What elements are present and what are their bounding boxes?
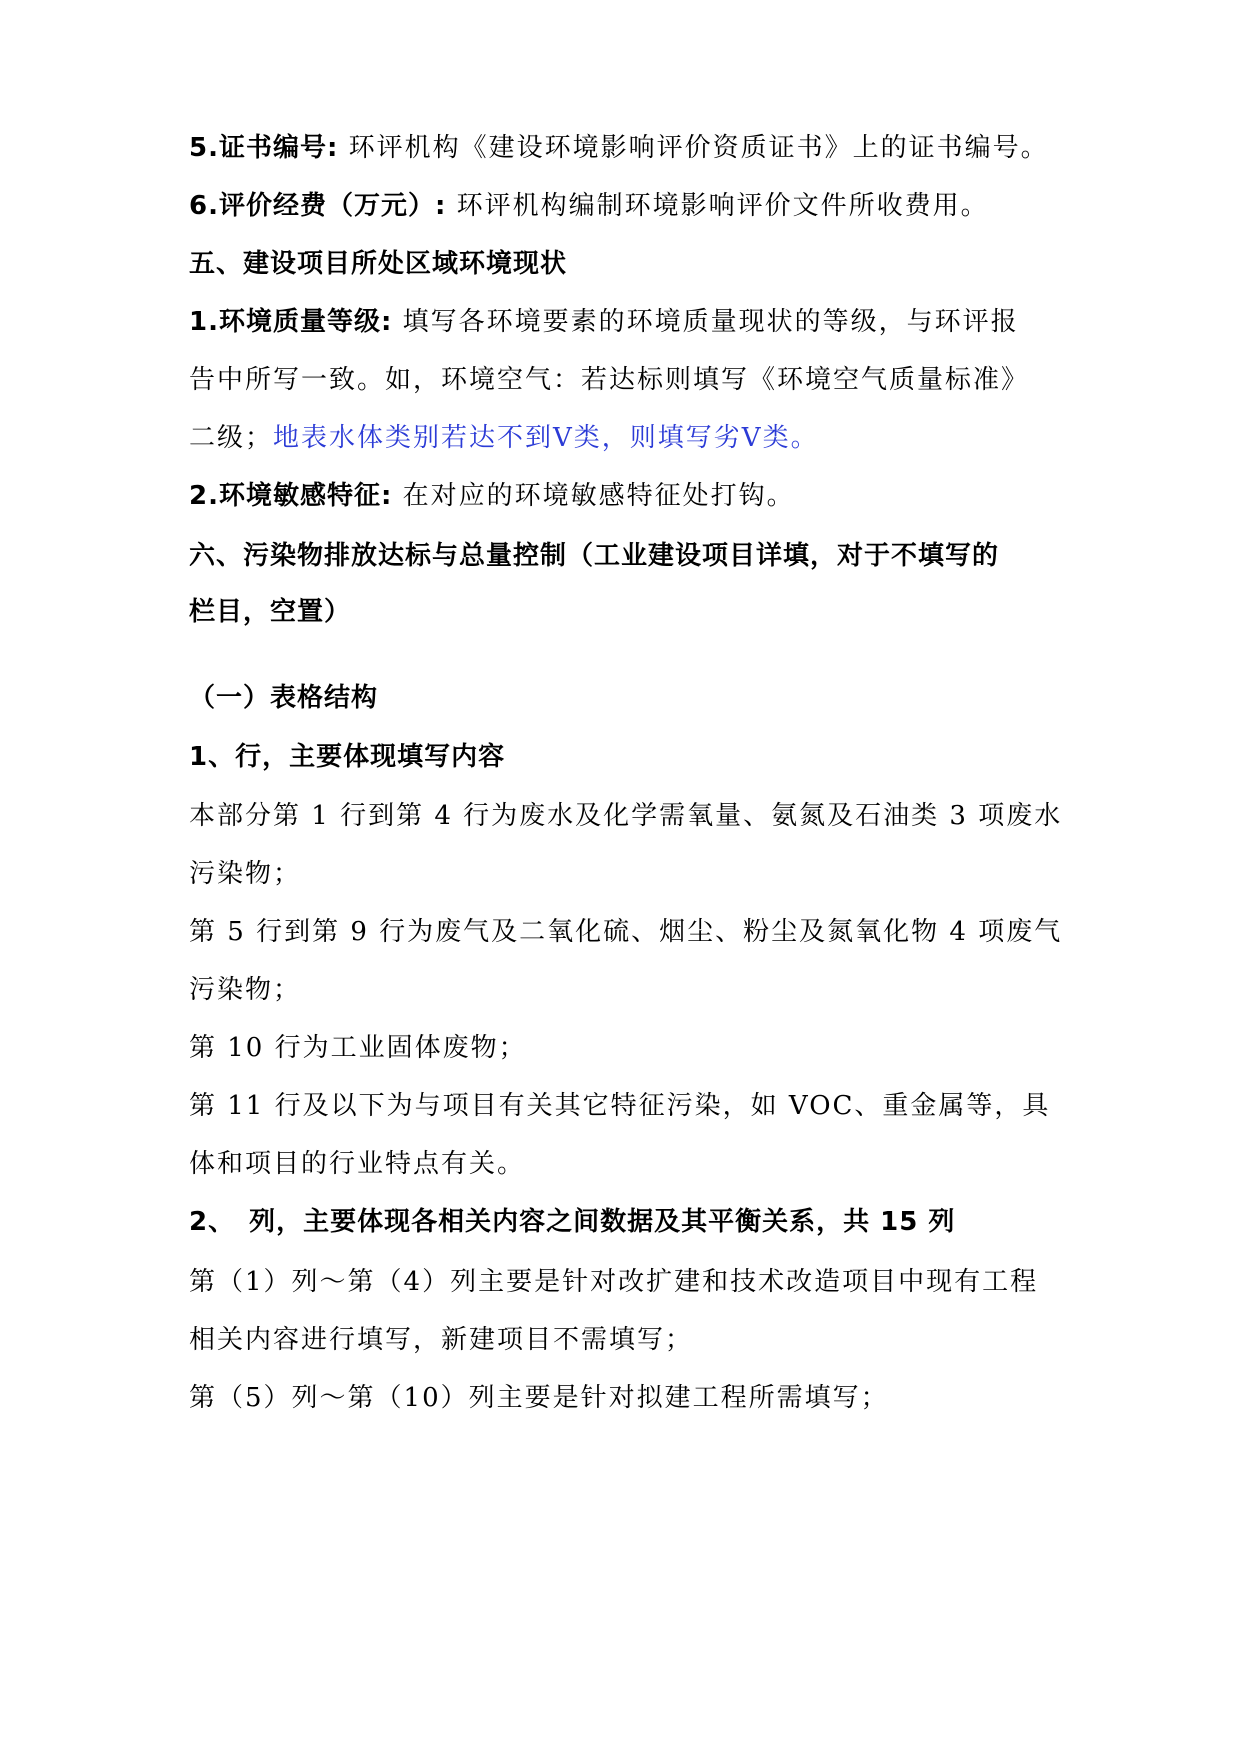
paragraph-line: 体和项目的行业特点有关。 bbox=[189, 1149, 526, 1179]
highlight-text: 地表水体类别若达不到Ⅴ类，则填写劣Ⅴ类。 bbox=[273, 423, 819, 453]
section-heading-6: 六、污染物排放达标与总量控制（工业建设项目详填，对于不填写的 bbox=[189, 541, 1000, 571]
item-text: 环评机构编制环境影响评价文件所收费用。 bbox=[456, 191, 989, 221]
paragraph-line: 本部分第 1 行到第 4 行为废水及化学需氧量、氨氮及石油类 3 项废水 bbox=[189, 801, 1063, 831]
item-text: 在对应的环境敏感特征处打钩。 bbox=[402, 481, 795, 511]
subsection-heading: （一）表格结构 bbox=[189, 683, 379, 713]
item-sensitivity bbox=[189, 478, 795, 514]
paragraph-line: 污染物； bbox=[189, 859, 302, 889]
paragraph-line: 第 5 行到第 9 行为废气及二氧化硫、烟尘、粉尘及氮氧化物 4 项废气 bbox=[189, 917, 1063, 947]
subsection-heading: 1、行，主要体现填写内容 bbox=[189, 742, 506, 772]
subsection-heading: 2、 列，主要体现各相关内容之间数据及其平衡关系，共 15 列 bbox=[189, 1207, 956, 1237]
paragraph-line: 第 11 行及以下为与项目有关其它特征污染，如 VOC、重金属等，具 bbox=[189, 1091, 1051, 1121]
item-environment-quality bbox=[189, 304, 1019, 340]
paragraph-line: 第 10 行为工业固体废物； bbox=[189, 1033, 527, 1063]
paragraph-line: 污染物； bbox=[189, 975, 302, 1005]
item-heading: 5.证书编号: bbox=[189, 133, 339, 163]
paragraph-line bbox=[189, 420, 819, 456]
paragraph-line: 第（5）列～第（10）列主要是针对拟建工程所需填写； bbox=[189, 1383, 889, 1413]
item-text: 填写各环境要素的环境质量现状的等级，与环评报 bbox=[402, 307, 1019, 337]
item-cert-number bbox=[189, 130, 1049, 166]
item-evaluation-fee bbox=[189, 188, 989, 224]
paragraph-line: 告中所写一致。如，环境空气：若达标则填写《环境空气质量标准》 bbox=[189, 365, 1030, 395]
section-heading-6-cont: 栏目，空置） bbox=[189, 597, 352, 627]
item-text: 二级； bbox=[189, 423, 274, 453]
item-text: 环评机构《建设环境影响评价资质证书》上的证书编号。 bbox=[348, 133, 1049, 163]
paragraph-line: 相关内容进行填写，新建项目不需填写； bbox=[189, 1325, 694, 1355]
item-heading: 2.环境敏感特征: bbox=[189, 481, 393, 511]
item-heading: 1.环境质量等级: bbox=[189, 307, 393, 337]
section-heading-5: 五、建设项目所处区域环境现状 bbox=[189, 249, 568, 279]
item-heading: 6.评价经费（万元）: bbox=[189, 191, 447, 221]
paragraph-line: 第（1）列～第（4）列主要是针对改扩建和技术改造项目中现有工程 bbox=[189, 1267, 1039, 1297]
